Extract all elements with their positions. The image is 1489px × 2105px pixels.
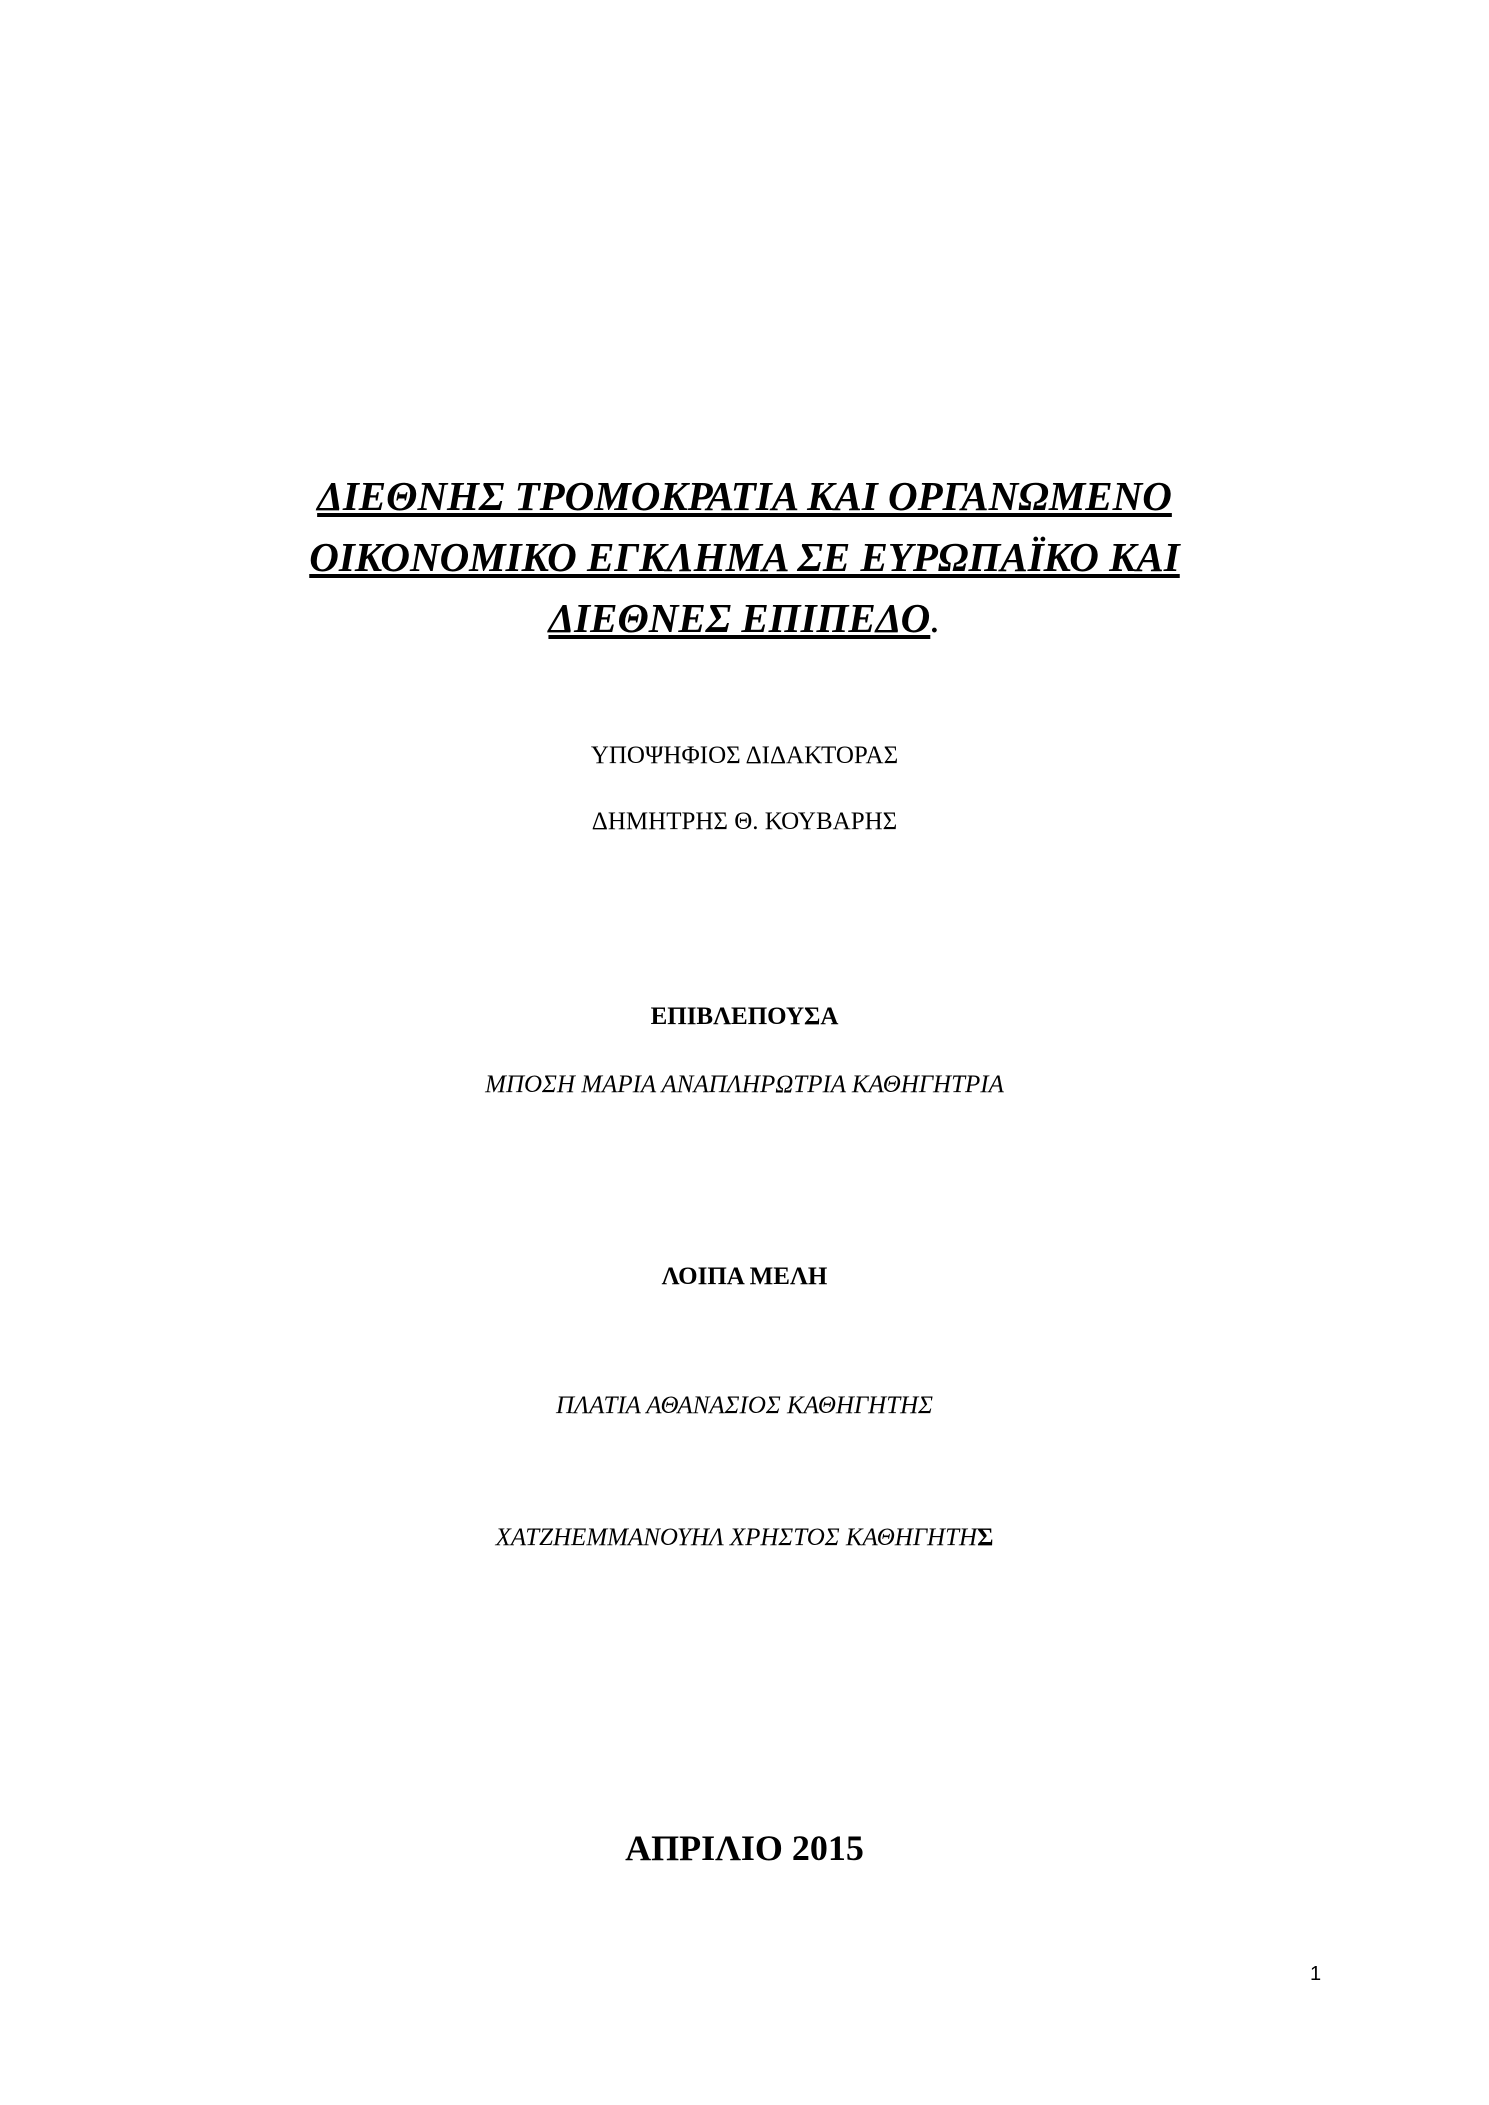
candidate-name: ΔΗΜΗΤΡΗΣ Θ. ΚΟΥΒΑΡΗΣ (591, 808, 898, 835)
page-number: 1 (1310, 1963, 1322, 1985)
title-period: . (930, 595, 941, 641)
supervisor-label: ΕΠΙΒΛΕΠΟΥΣΑ (650, 1003, 839, 1030)
committee-member-2 (0, 1525, 1489, 1550)
candidate-role: ΥΠΟΨΗΦΙΟΣ ΔΙΔΑΚΤΟΡΑΣ (590, 742, 899, 769)
title-line-1 (0, 473, 1489, 519)
title-line-3 (0, 595, 1489, 641)
title-line-2 (0, 534, 1489, 580)
title-text-2: ΟΙΚΟΝΟΜΙΚΟ ΕΓΚΛΗΜΑ ΣΕ ΕΥΡΩΠΑΪΚΟ ΚΑΙ (309, 534, 1180, 580)
committee-member-1: ΠΛΑΤΙΑ ΑΘΑΝΑΣΙΟΣ ΚΑΘΗΓΗΤΗΣ (555, 1392, 934, 1419)
committee-member-2-tail: Σ (977, 1524, 994, 1551)
committee-label: ΛΟΙΠΑ ΜΕΛΗ (661, 1263, 828, 1290)
thesis-date: ΑΠΡΙΛΙΟ 2015 (625, 1828, 864, 1868)
title-text-3: ΔΙΕΘΝΕΣ ΕΠΙΠΕΔΟ (548, 595, 931, 641)
title-text-1: ΔΙΕΘΝΗΣ ΤΡΟΜΟΚΡΑΤΙΑ ΚΑΙ ΟΡΓΑΝΩΜΕΝΟ (317, 473, 1172, 519)
committee-member-2-text: ΧΑΤΖΗΕΜΜΑΝΟΥΗΛ ΧΡΗΣΤΟΣ ΚΑΘΗΓΗΤΗ (495, 1524, 978, 1551)
supervisor-name: ΜΠΟΣΗ ΜΑΡΙΑ ΑΝΑΠΛΗΡΩΤΡΙΑ ΚΑΘΗΓΗΤΡΙΑ (485, 1071, 1004, 1098)
